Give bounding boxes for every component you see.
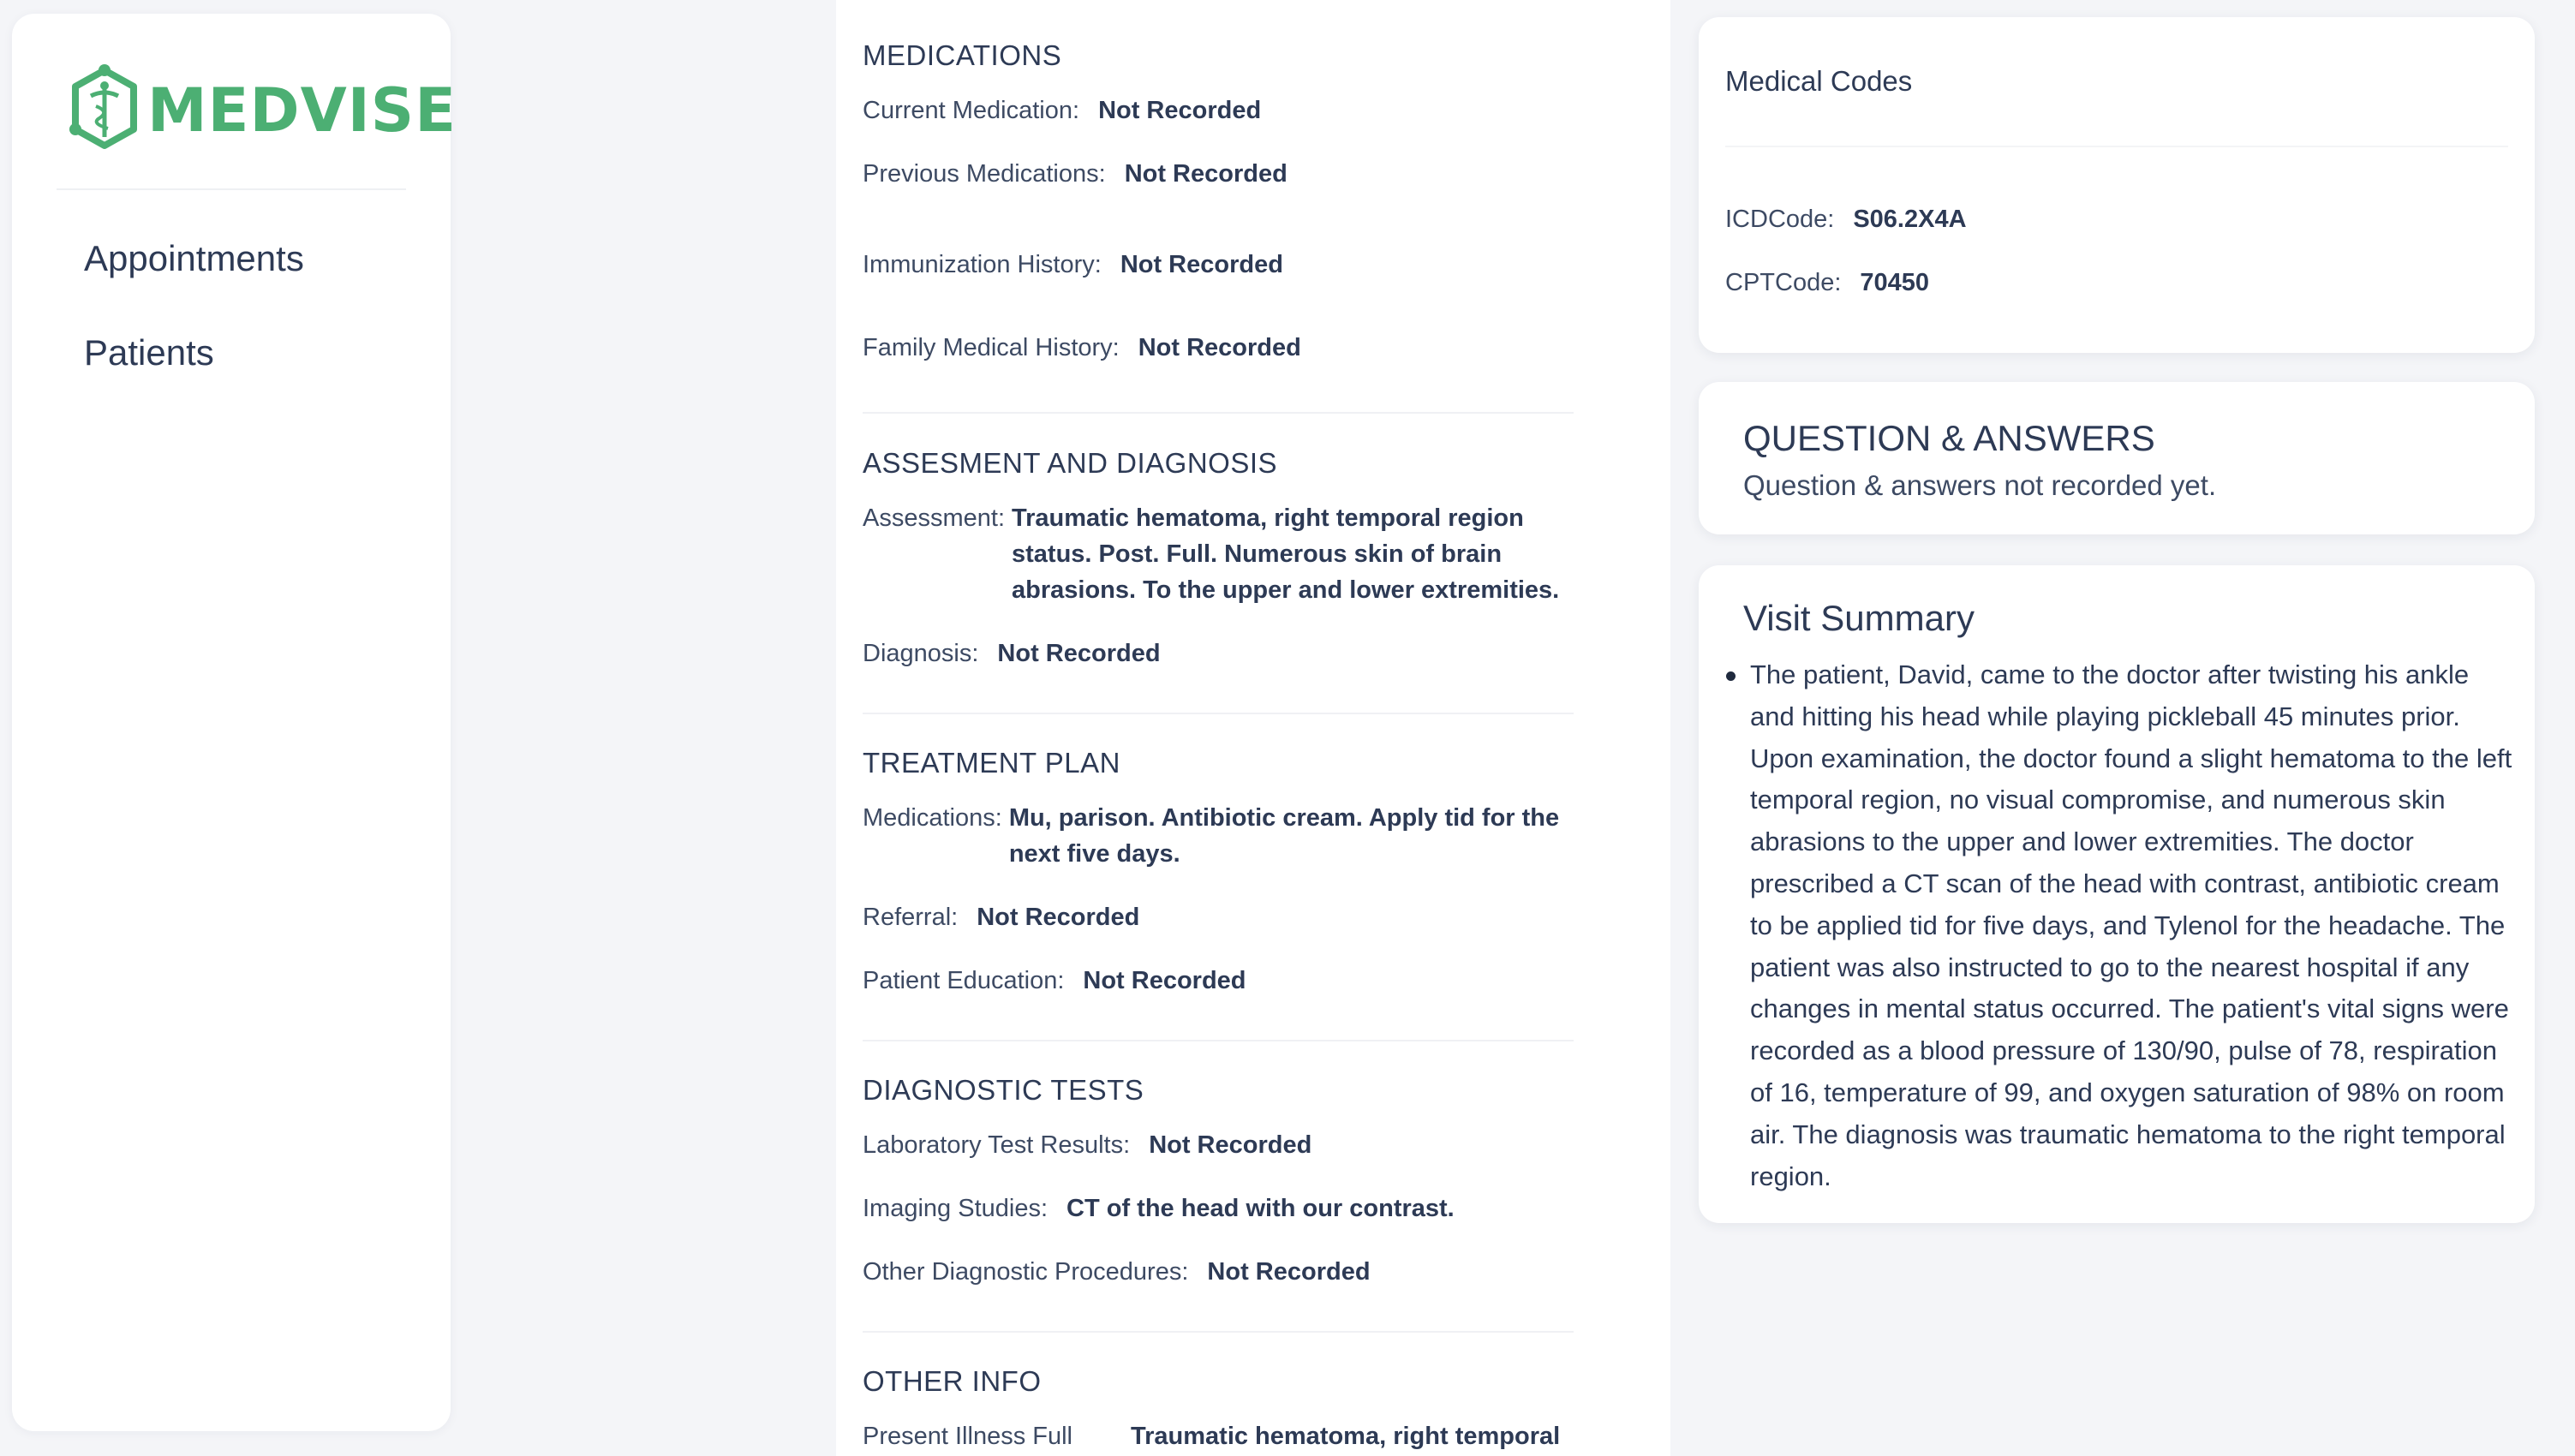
visit-summary-list xyxy=(1726,654,2516,1197)
question-answers-card xyxy=(1699,382,2535,534)
field-label: Diagnosis: xyxy=(863,640,979,667)
icd-code-label: ICDCode: xyxy=(1725,206,1835,233)
medical-codes-card xyxy=(1699,17,2535,353)
section-divider xyxy=(863,1040,1574,1041)
other-info-title: OTHER INFO xyxy=(863,1365,1042,1397)
field-value: Traumatic hematoma, right temporal xyxy=(1131,1423,1561,1450)
icd-code-row xyxy=(1725,206,1967,234)
field-label: Referral: xyxy=(863,904,959,931)
field-label: Laboratory Test Results: xyxy=(863,1131,1131,1159)
field-label: Medications: xyxy=(863,804,1002,832)
qa-title: QUESTION & ANSWERS xyxy=(1743,418,2155,458)
field-diagnosis xyxy=(863,636,1161,671)
field-imaging-studies xyxy=(863,1190,1455,1226)
field-value: Not Recorded xyxy=(1083,967,1246,994)
field-label: Other Diagnostic Procedures: xyxy=(863,1258,1189,1286)
field-value: Not Recorded xyxy=(1149,1131,1312,1159)
field-value: CT of the head with our contrast. xyxy=(1066,1195,1455,1222)
field-current-medication xyxy=(863,92,1261,128)
field-value: Not Recorded xyxy=(1138,334,1301,361)
field-label: Current Medication: xyxy=(863,97,1080,124)
field-label: Assessment: xyxy=(863,504,1005,532)
field-patient-education xyxy=(863,963,1246,999)
field-label: Family Medical History: xyxy=(863,334,1120,361)
field-present-illness xyxy=(863,1418,1560,1454)
field-immunization-history xyxy=(863,247,1283,283)
logo-text: MEDVISE xyxy=(147,75,457,146)
section-divider xyxy=(863,713,1574,714)
field-value: Not Recorded xyxy=(1124,160,1288,188)
sidebar-item-appointments[interactable]: Appointments xyxy=(84,238,304,278)
field-value: Not Recorded xyxy=(1098,97,1262,124)
field-value: Not Recorded xyxy=(977,904,1140,931)
field-label: Previous Medications: xyxy=(863,160,1106,188)
visit-summary-title: Visit Summary xyxy=(1743,598,1975,638)
field-assessment xyxy=(863,500,1582,608)
medical-codes-title: Medical Codes xyxy=(1725,65,1913,97)
field-lab-results xyxy=(863,1127,1311,1163)
field-label: Imaging Studies: xyxy=(863,1195,1049,1222)
icd-code-value: S06.2X4A xyxy=(1853,206,1967,233)
visit-summary-card xyxy=(1699,565,2535,1223)
cpt-code-value: 70450 xyxy=(1860,269,1930,296)
field-value: Not Recorded xyxy=(997,640,1161,667)
field-family-history xyxy=(863,330,1301,366)
sidebar xyxy=(12,14,457,1431)
field-value: Not Recorded xyxy=(1207,1258,1371,1286)
field-label: Patient Education: xyxy=(863,967,1065,994)
assessment-title: ASSESMENT AND DIAGNOSIS xyxy=(863,447,1278,479)
field-other-diagnostic xyxy=(863,1254,1371,1290)
field-treatment-medications xyxy=(863,800,1582,872)
section-divider xyxy=(863,1331,1574,1333)
caduceus-icon xyxy=(65,63,144,157)
sidebar-item-patients[interactable]: Patients xyxy=(84,332,214,373)
field-label: Present Illness Full xyxy=(863,1423,1072,1450)
visit-summary-bullet: The patient, David, came to the doctor after twisting his ankle and hitting his head while playing pickleball 45 minutes prior. Upon examination, the doctor found a slight hematoma to the left temporal region, no visual compromise, and numerous skin abrasions to the upper and lower extremities. The doctor prescribed a CT scan of the head with contrast, antibiotic cream to be applied tid for five days, and Tylenol for the headache. The patient was also instructed to go to the nearest hospital if any changes in mental status occurred. The patient's vital signs were recorded as a blood pressure of 130/90, pulse of 78, respiration of 16, temperature of 99, and oxygen saturation of 98% on room air. The diagnosis was traumatic hematoma to the right temporal region. xyxy=(1726,654,2516,1197)
cpt-code-row xyxy=(1725,269,1929,297)
logo[interactable] xyxy=(65,63,457,157)
field-value: Not Recorded xyxy=(1120,251,1283,278)
qa-empty-text: Question & answers not recorded yet. xyxy=(1743,469,2217,501)
field-value: Traumatic hematoma, right temporal region status. Post. Full. Numerous skin of brain abrasions. To the upper and lower extremities. xyxy=(1012,504,1560,604)
field-referral xyxy=(863,899,1139,935)
codes-divider xyxy=(1725,146,2508,147)
sidebar-divider xyxy=(57,188,406,190)
treatment-title: TREATMENT PLAN xyxy=(863,747,1120,779)
diagnostic-title: DIAGNOSTIC TESTS xyxy=(863,1074,1144,1106)
field-previous-medications xyxy=(863,156,1288,192)
section-divider xyxy=(863,412,1574,414)
visit-details-panel[interactable] xyxy=(836,0,1670,1456)
cpt-code-label: CPTCode: xyxy=(1725,269,1842,296)
field-value: Mu, parison. Antibiotic cream. Apply tid for the next five days. xyxy=(1008,804,1560,868)
field-label: Immunization History: xyxy=(863,251,1102,278)
medications-title: MEDICATIONS xyxy=(863,39,1062,71)
